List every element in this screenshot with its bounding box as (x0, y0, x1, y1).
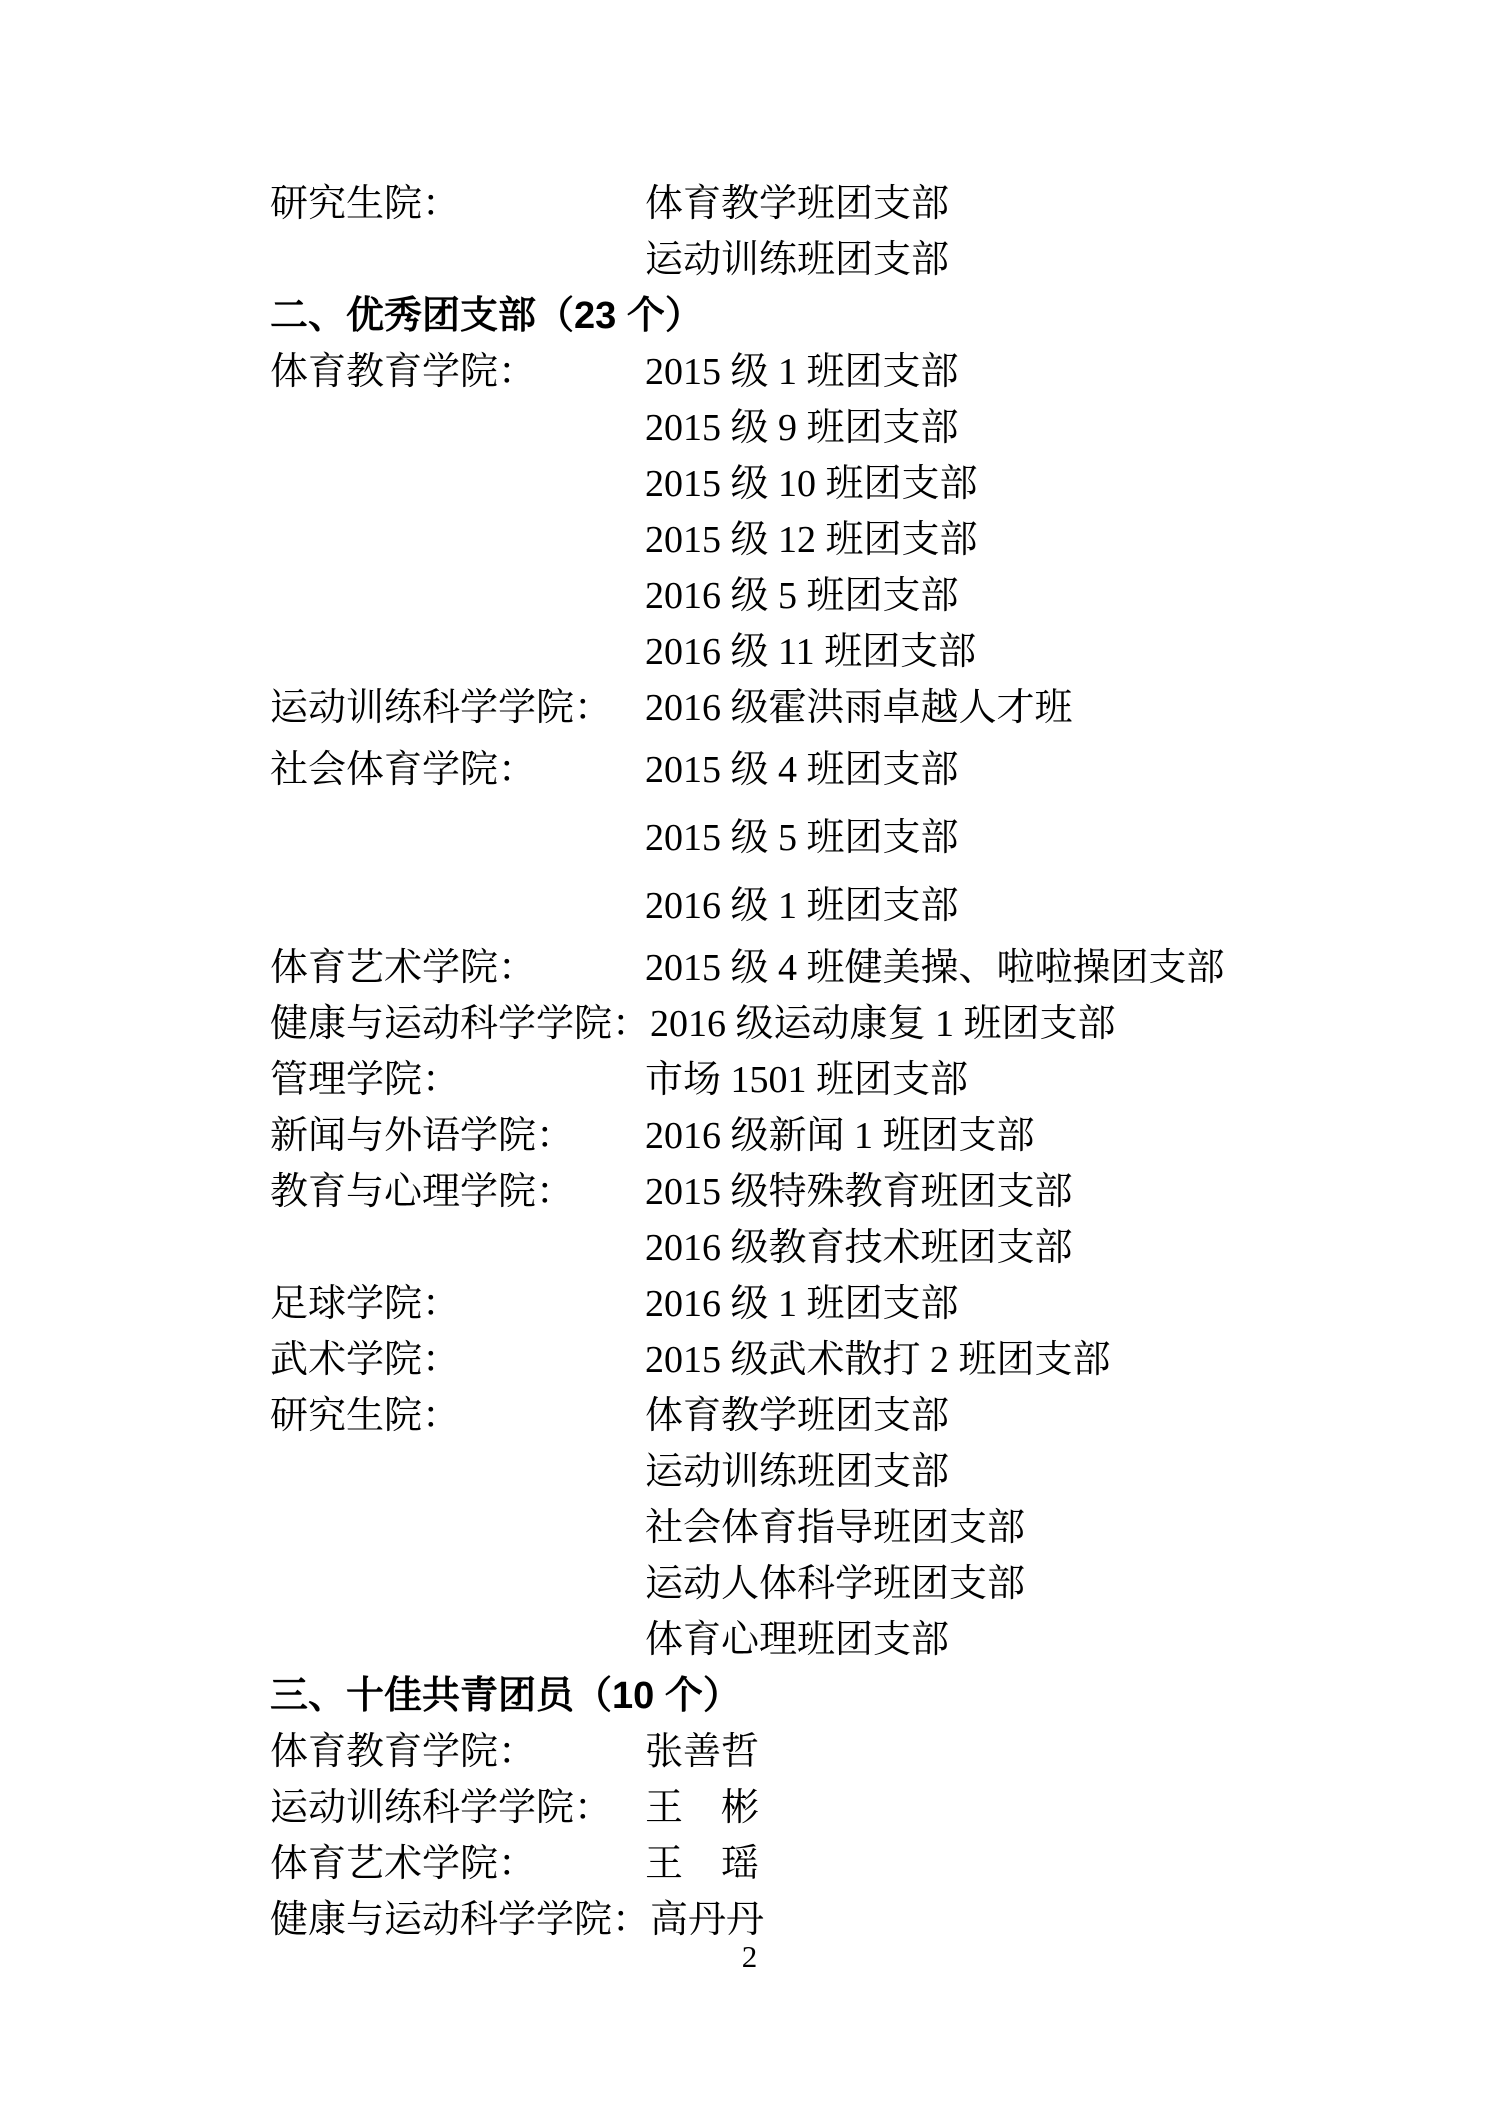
award-value: 2016 级运动康复 1 班团支部 (650, 1003, 1116, 1045)
college-label: 运动训练科学学院： (270, 1787, 613, 1829)
document-body (270, 176, 1449, 1948)
award-row (270, 1500, 1449, 1556)
college-label: 运动训练科学学院： (270, 687, 613, 729)
college-label: 健康与运动科学学院： (270, 1899, 651, 1941)
section-heading: 三、十佳共青团员（10 个） (270, 1675, 741, 1717)
award-value: 市场 1501 班团支部 (645, 1059, 969, 1101)
award-row (270, 804, 1449, 872)
award-value: 体育心理班团支部 (645, 1619, 950, 1661)
award-value: 社会体育指导班团支部 (645, 1507, 1026, 1549)
college-label: 健康与运动科学学院： (270, 1003, 651, 1045)
college-label: 教育与心理学院： (270, 1171, 575, 1213)
award-row (270, 176, 1449, 232)
award-value: 2016 级 11 班团支部 (645, 631, 977, 673)
award-row (270, 456, 1449, 512)
award-row (270, 1052, 1449, 1108)
college-label: 体育艺术学院： (270, 947, 537, 989)
award-value: 2015 级 1 班团支部 (645, 351, 959, 393)
award-value: 2015 级 9 班团支部 (645, 407, 959, 449)
college-label: 体育教育学院： (270, 1731, 537, 1773)
award-value: 体育教学班团支部 (645, 1395, 950, 1437)
award-row (270, 1556, 1449, 1612)
award-value: 2015 级 4 班健美操、啦啦操团支部 (645, 947, 1225, 989)
award-row (270, 1108, 1449, 1164)
award-value: 运动训练班团支部 (645, 239, 950, 281)
award-value: 2016 级 5 班团支部 (645, 575, 959, 617)
award-row (270, 996, 1449, 1052)
award-value: 2016 级霍洪雨卓越人才班 (645, 687, 1073, 729)
award-row (270, 512, 1449, 568)
award-row (270, 1612, 1449, 1668)
college-label: 研究生院： (270, 183, 461, 225)
award-value: 高丹丹 (650, 1899, 765, 1941)
award-value: 2016 级教育技术班团支部 (645, 1227, 1073, 1269)
award-value: 2015 级武术散打 2 班团支部 (645, 1339, 1111, 1381)
award-row (270, 624, 1449, 680)
award-value: 体育教学班团支部 (645, 183, 950, 225)
award-value: 2015 级 12 班团支部 (645, 519, 978, 561)
college-label: 体育艺术学院： (270, 1843, 537, 1885)
award-value: 2015 级 4 班团支部 (645, 749, 959, 791)
award-value: 2016 级新闻 1 班团支部 (645, 1115, 1035, 1157)
award-row (270, 1276, 1449, 1332)
award-row (270, 344, 1449, 400)
award-row (270, 1780, 1449, 1836)
award-row (270, 232, 1449, 288)
award-row (270, 1164, 1449, 1220)
award-row (270, 872, 1449, 940)
college-label: 研究生院： (270, 1395, 461, 1437)
award-value: 运动人体科学班团支部 (645, 1563, 1026, 1605)
award-row (270, 1724, 1449, 1780)
award-row (270, 736, 1449, 804)
award-row (270, 1388, 1449, 1444)
award-value: 运动训练班团支部 (645, 1451, 950, 1493)
award-row (270, 400, 1449, 456)
section-heading: 二、优秀团支部（23 个） (270, 295, 703, 337)
award-row (270, 940, 1449, 996)
award-value: 2016 级 1 班团支部 (645, 885, 959, 927)
award-row (270, 1836, 1449, 1892)
award-value: 2015 级特殊教育班团支部 (645, 1171, 1073, 1213)
award-row (270, 568, 1449, 624)
college-label: 管理学院： (270, 1059, 461, 1101)
college-label: 新闻与外语学院： (270, 1115, 575, 1157)
award-row (270, 1444, 1449, 1500)
award-value: 2015 级 10 班团支部 (645, 463, 978, 505)
award-value: 王 瑶 (645, 1843, 760, 1885)
award-row (270, 680, 1449, 736)
award-value: 王 彬 (645, 1787, 760, 1829)
college-label: 武术学院： (270, 1339, 461, 1381)
award-row (270, 1332, 1449, 1388)
college-label: 足球学院： (270, 1283, 461, 1325)
award-row (270, 1220, 1449, 1276)
college-label: 社会体育学院： (270, 749, 537, 791)
award-value: 张善哲 (645, 1731, 760, 1773)
award-value: 2015 级 5 班团支部 (645, 817, 959, 859)
page-number: 2 (741, 1939, 758, 1974)
award-value: 2016 级 1 班团支部 (645, 1283, 959, 1325)
college-label: 体育教育学院： (270, 351, 537, 393)
